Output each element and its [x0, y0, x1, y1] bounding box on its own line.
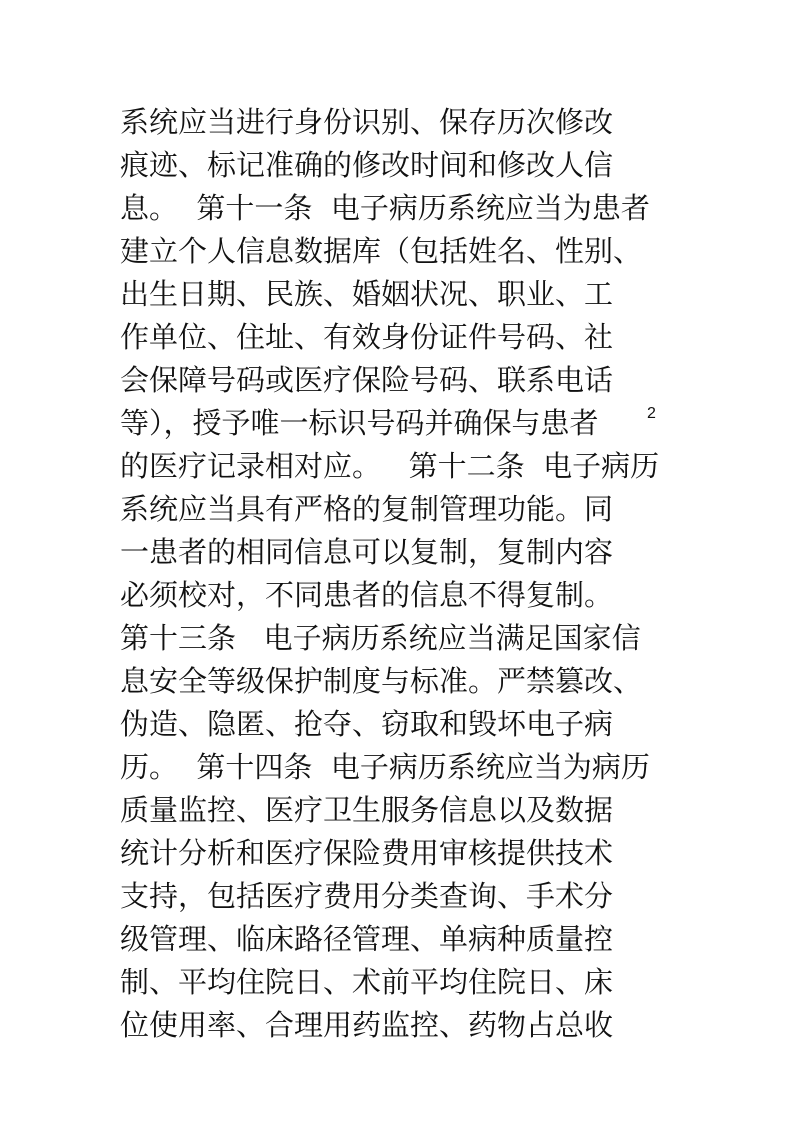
text-line: 系统应当进行身份识别、保存历次修改: [120, 105, 614, 139]
page-number: 2: [647, 405, 656, 422]
text-line: 伪造、隐匿、抢夺、窃取和毁坏电子病: [120, 707, 614, 741]
text-line: 息。 第十一条 电子病历系统应当为患者: [120, 191, 650, 225]
text-line: 的医疗记录相对应。 第十二条 电子病历: [120, 449, 660, 483]
text-line: 制、平均住院日、术前平均住院日、床: [120, 965, 614, 999]
text-line: 位使用率、合理用药监控、药物占总收: [120, 1008, 614, 1042]
text-line: 出生日期、民族、婚姻状况、职业、工: [120, 277, 614, 311]
text-line: 必须校对，不同患者的信息不得复制。: [120, 578, 614, 612]
text-line: 等），授予唯一标识号码并确保与患者: [120, 406, 599, 440]
text-line: 会保障号码或医疗保险号码、联系电话: [120, 363, 614, 397]
text-line: 质量监控、医疗卫生服务信息以及数据: [120, 793, 614, 827]
text-line: 历。 第十四条 电子病历系统应当为病历: [120, 750, 650, 784]
text-line: 息安全等级保护制度与标准。严禁篡改、: [120, 664, 643, 698]
text-line: 级管理、临床路径管理、单病种质量控: [120, 922, 614, 956]
text-line: 痕迹、标记准确的修改时间和修改人信: [120, 148, 614, 182]
text-line: 建立个人信息数据库（包括姓名、性别、: [120, 234, 643, 268]
text-line: 支持，包括医疗费用分类查询、手术分: [120, 879, 614, 913]
text-line: 统计分析和医疗保险费用审核提供技术: [120, 836, 614, 870]
text-line: 作单位、住址、有效身份证件号码、社: [120, 320, 614, 354]
text-line: 一患者的相同信息可以复制，复制内容: [120, 535, 614, 569]
text-line: 第十三条 电子病历系统应当满足国家信: [120, 621, 641, 655]
text-line: 系统应当具有严格的复制管理功能。同: [120, 492, 614, 526]
